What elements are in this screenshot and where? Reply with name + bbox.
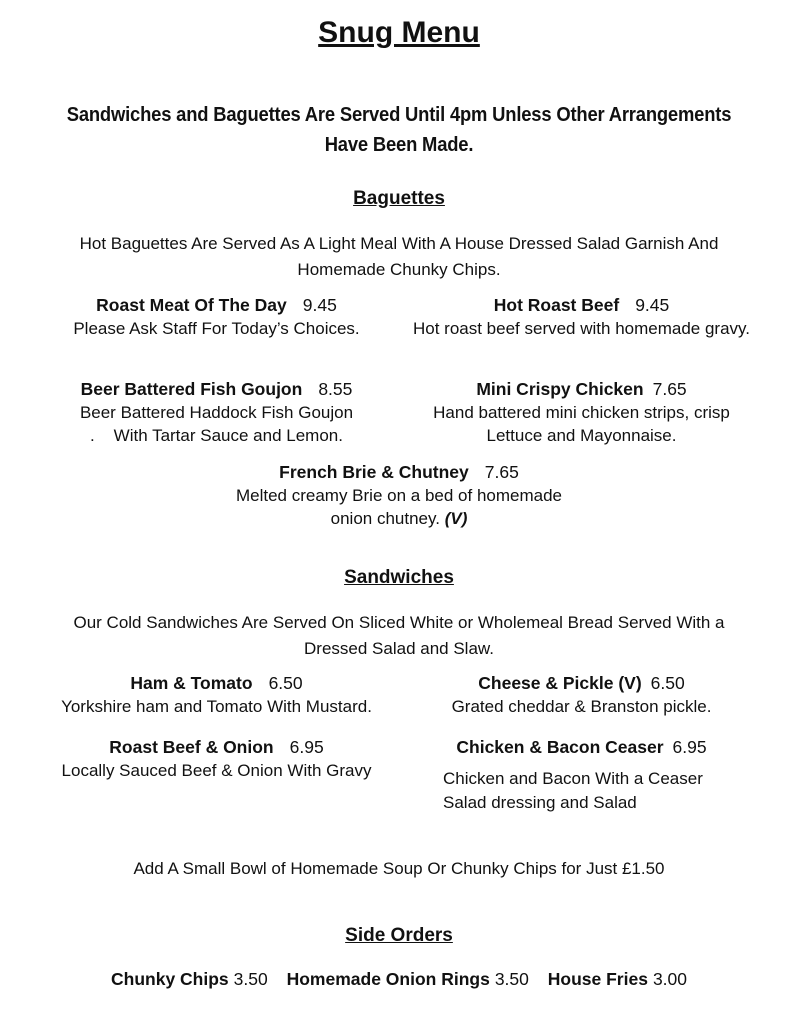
item-name: Mini Crispy Chicken <box>476 379 644 399</box>
item-price: 8.55 <box>318 379 353 399</box>
baguettes-row-2 <box>34 377 764 447</box>
item-name: Cheese & Pickle (V) <box>478 673 642 693</box>
item-description: Yorkshire ham and Tomato With Mustard. <box>61 697 372 716</box>
item-price: 6.50 <box>268 673 303 693</box>
menu-item-roast-beef-onion <box>34 735 399 815</box>
menu-item-chicken-bacon-ceaser <box>399 735 764 815</box>
item-name: Hot Roast Beef <box>493 295 620 315</box>
serving-notice-line1: Sandwiches and Baguettes Are Served Until 4pm Unless Other Arrangements <box>66 104 732 126</box>
item-description: Hot roast beef served with homemade gravy. <box>412 319 750 338</box>
item-name: Roast Beef & Onion <box>109 737 274 757</box>
item-name: Roast Meat Of The Day <box>96 295 287 315</box>
menu-item-mini-crispy-chicken <box>399 377 764 447</box>
menu-item-french-brie <box>34 460 764 530</box>
page-title: Snug Menu <box>318 16 480 49</box>
veg-badge: (V) <box>444 509 468 528</box>
sandwiches-intro <box>34 610 764 662</box>
serving-notice-line2: Have Been Made. <box>324 134 474 156</box>
serving-notice <box>34 100 764 160</box>
item-price: 6.50 <box>650 673 685 693</box>
addon-note: Add A Small Bowl of Homemade Soup Or Chunky Chips for Just £1.50 <box>133 859 665 878</box>
item-description: Please Ask Staff For Today’s Choices. <box>73 319 360 338</box>
menu-item-ham-tomato <box>34 671 399 718</box>
item-price: 9.45 <box>302 295 337 315</box>
item-description: onion chutney. (V) <box>330 509 468 528</box>
side-order-entry <box>548 969 687 989</box>
item-description: Chicken and Bacon With a Ceaser Salad dressing and Salad <box>443 769 703 812</box>
sandwiches-row-1 <box>34 671 764 718</box>
menu-item-fish-goujon <box>34 377 399 447</box>
baguettes-intro-line1: Hot Baguettes Are Served As A Light Meal With A House Dressed Salad Garnish And <box>79 234 719 253</box>
side-order-entry <box>287 969 529 989</box>
item-price: 3.00 <box>652 969 687 989</box>
item-price: 9.45 <box>635 295 670 315</box>
item-description: Locally Sauced Beef & Onion With Gravy <box>61 761 372 780</box>
item-price: 6.95 <box>289 737 324 757</box>
section-heading-baguettes: Baguettes <box>353 188 445 209</box>
item-name: House Fries <box>547 969 648 989</box>
sandwiches-intro-line1: Our Cold Sandwiches Are Served On Sliced White or Wholemeal Bread Served With a <box>73 613 725 632</box>
item-name: Chunky Chips <box>111 969 229 989</box>
section-heading-side-orders: Side Orders <box>345 925 453 946</box>
sandwiches-row-2 <box>34 735 764 815</box>
item-description: Lettuce and Mayonnaise. <box>486 426 677 445</box>
item-price: 7.65 <box>484 462 519 482</box>
menu-item-hot-roast-beef <box>399 293 764 340</box>
side-order-entry <box>111 969 268 989</box>
menu-item-cheese-pickle <box>399 671 764 718</box>
side-orders-line <box>34 967 764 991</box>
menu-item-roast-meat <box>34 293 399 340</box>
item-name: French Brie & Chutney <box>279 462 469 482</box>
item-description: Melted creamy Brie on a bed of homemade <box>235 486 562 505</box>
item-name: Beer Battered Fish Goujon <box>80 379 303 399</box>
item-name: Ham & Tomato <box>130 673 253 693</box>
item-description: Grated cheddar & Branston pickle. <box>451 697 712 716</box>
item-description: . With Tartar Sauce and Lemon. <box>90 426 343 445</box>
sandwiches-intro-line2: Dressed Salad and Slaw. <box>304 639 494 658</box>
section-heading-sandwiches: Sandwiches <box>344 567 454 588</box>
item-price: 6.95 <box>672 737 707 757</box>
baguettes-intro-line2: Homemade Chunky Chips. <box>297 260 501 279</box>
baguettes-row-1 <box>34 293 764 340</box>
item-price: 7.65 <box>652 379 687 399</box>
item-name: Homemade Onion Rings <box>286 969 490 989</box>
item-price: 3.50 <box>233 969 268 989</box>
item-description: Hand battered mini chicken strips, crisp <box>433 403 730 422</box>
baguettes-intro <box>34 231 764 283</box>
item-price: 3.50 <box>494 969 529 989</box>
item-description: Beer Battered Haddock Fish Goujon <box>79 403 354 422</box>
item-name: Chicken & Bacon Ceaser <box>456 737 664 757</box>
